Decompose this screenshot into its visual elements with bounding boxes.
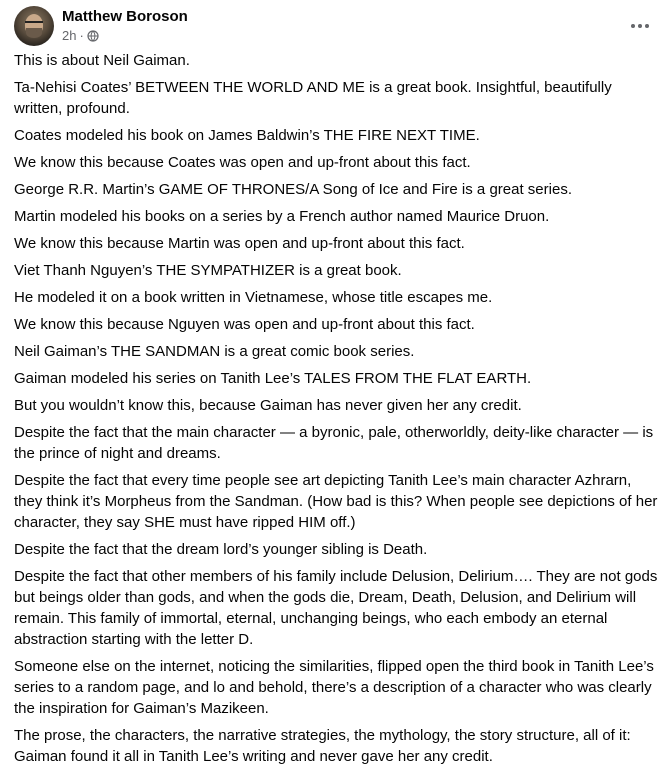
post-body (14, 50, 658, 773)
more-horizontal-icon[interactable] (626, 12, 654, 40)
post-paragraph: We know this because Martin was open and up-front about this fact. (14, 235, 465, 252)
post-paragraph: Despite the fact that other members of his family include Delusion, Delirium…. They are not gods but beings older than gods, and when the gods die, Dream, Death, Delusion, and Delirium will remain. This family of immortal, eternal, unchanging beings, who each embody an eternal abstraction starting with the letter D. (14, 568, 658, 648)
post-paragraph: We know this because Coates was open and up-front about this fact. (14, 154, 471, 171)
post-paragraph: The prose, the characters, the narrative strategies, the mythology, the story structure, all of it: Gaiman found it all in Tanith Lee’s writing and never gave her any credit. (14, 727, 631, 765)
post-paragraph: Someone else on the internet, noticing the similarities, flipped open the third book in Tanith Lee’s series to a random page, and lo and behold, there’s a description of a character who was clearly the inspiration for Gaiman’s Mazikeen. (14, 658, 654, 717)
post-paragraph: Despite the fact that every time people see art depicting Tanith Lee’s main character Azhrarn, they think it’s Morpheus from the Sandman. (How bad is this? When people see depictions of her character, they say SHE must have ripped HIM off.) (14, 472, 658, 531)
post-time[interactable]: 2h (62, 28, 77, 43)
post-paragraph: He modeled it on a book written in Vietnamese, whose title escapes me. (14, 289, 493, 306)
avatar-beard (26, 28, 42, 38)
post-paragraph: Neil Gaiman’s THE SANDMAN is a great comic book series. (14, 343, 415, 360)
post-paragraph: Coates modeled his book on James Baldwin’s THE FIRE NEXT TIME. (14, 127, 480, 144)
post-paragraph: Gaiman modeled his series on Tanith Lee’s TALES FROM THE FLAT EARTH. (14, 370, 532, 387)
post-header (14, 6, 654, 46)
post-paragraph: Ta-Nehisi Coates’ BETWEEN THE WORLD AND ME is a great book. Insightful, beautifully written, profound. (14, 79, 612, 117)
post-paragraph: We know this because Nguyen was open and up-front about this fact. (14, 316, 475, 333)
post-meta (62, 28, 99, 43)
post-paragraph: Martin modeled his books on a series by a French author named Maurice Druon. (14, 208, 550, 225)
post-paragraph: Despite the fact that the dream lord’s younger sibling is Death. (14, 541, 428, 558)
post-paragraph: George R.R. Martin’s GAME OF THRONES/A Song of Ice and Fire is a great series. (14, 181, 572, 198)
meta-separator: · (79, 28, 84, 43)
post-paragraph: But you wouldn’t know this, because Gaiman has never given her any credit. (14, 397, 522, 414)
avatar[interactable] (14, 6, 54, 46)
author-name[interactable]: Matthew Boroson (62, 8, 188, 25)
post-paragraph: Viet Thanh Nguyen’s THE SYMPATHIZER is a great book. (14, 262, 402, 279)
globe-icon[interactable] (87, 30, 99, 42)
post-paragraph: This is about Neil Gaiman. (14, 52, 190, 69)
avatar-glasses (25, 21, 43, 27)
post-paragraph: Despite the fact that the main character — a byronic, pale, otherworldly, deity-like character — is the prince of night and dreams. (14, 424, 654, 462)
